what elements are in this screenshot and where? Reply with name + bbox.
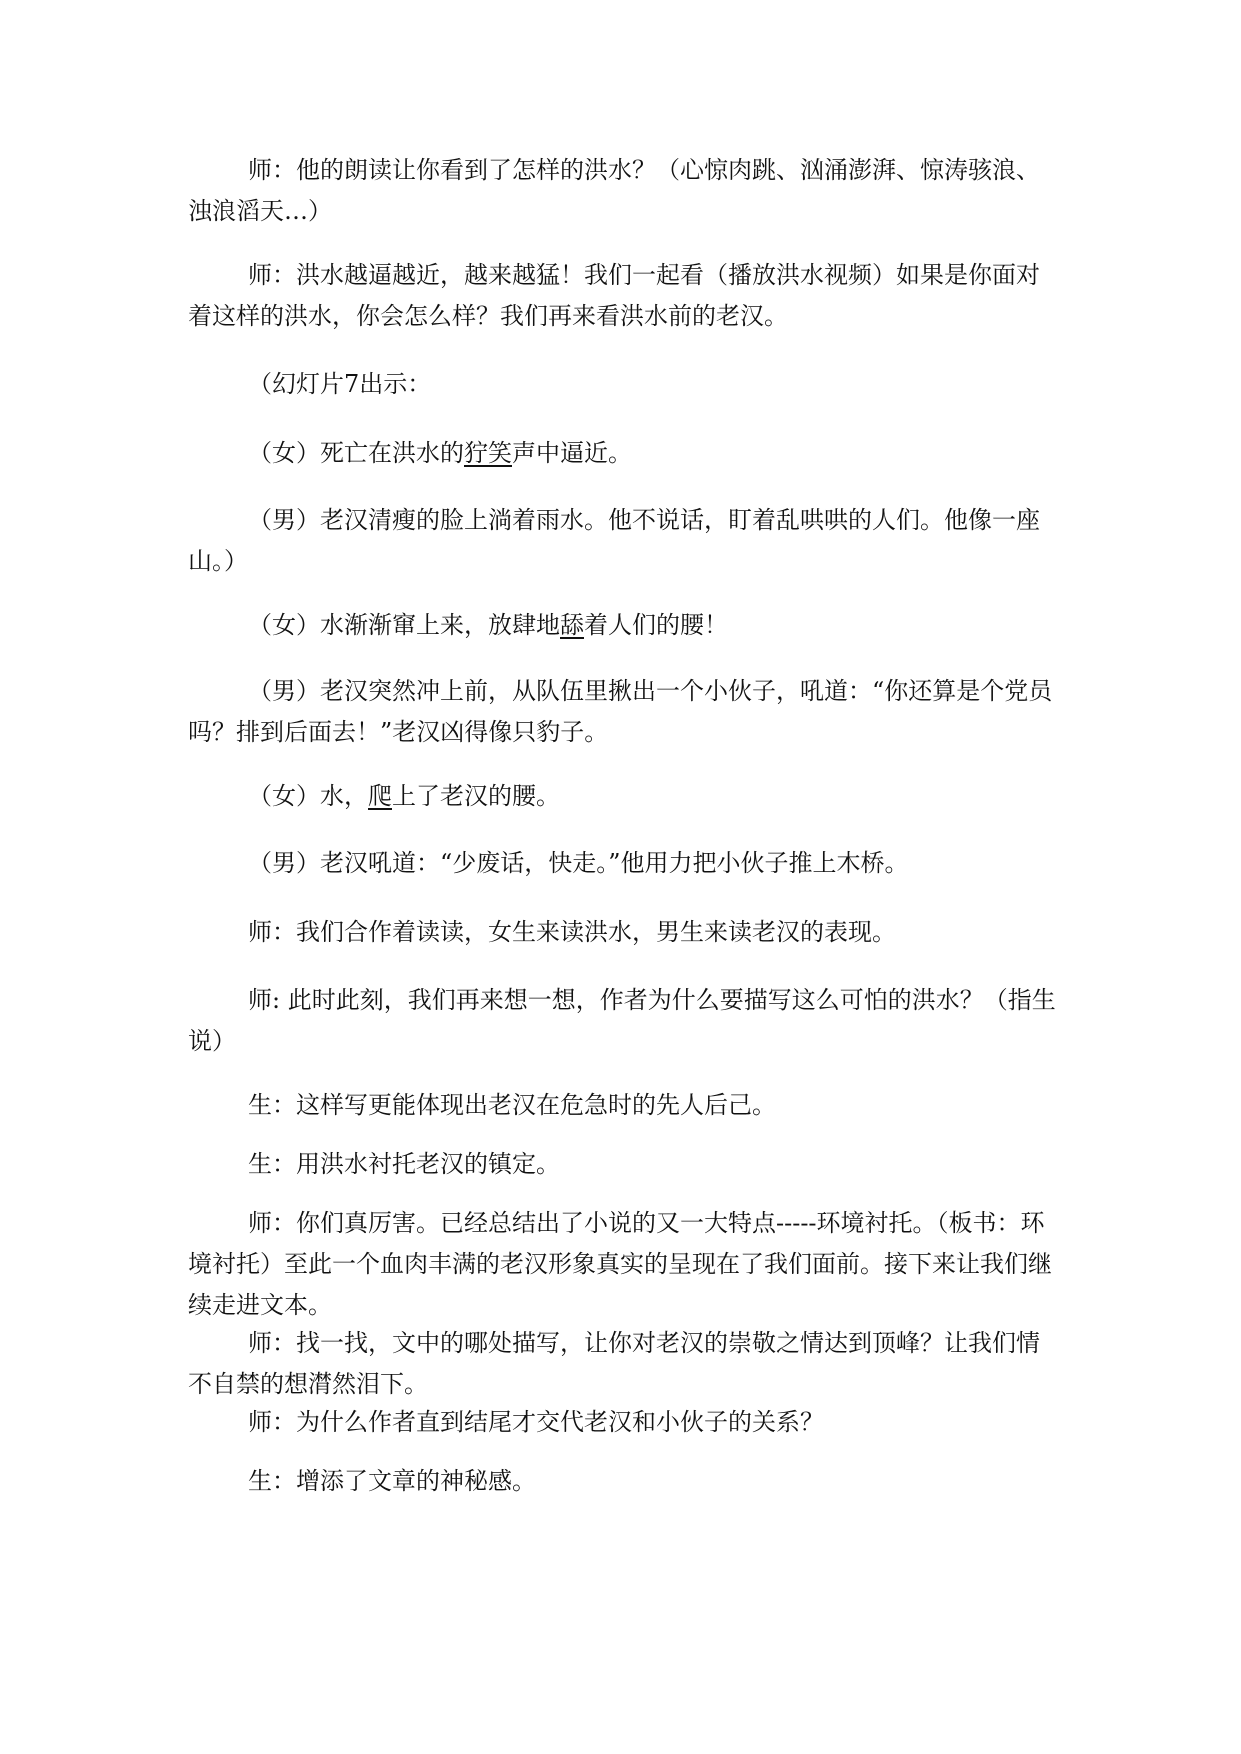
paragraph-male-1: （男）老汉清瘦的脸上淌着雨水。他不说话，盯着乱哄哄的人们。他像一座山。） [188, 506, 1040, 575]
paragraph-male-3: （男）老汉吼道：“少废话，快走。”他用力把小伙子推上木桥。 [248, 849, 909, 877]
paragraph-female-1 [188, 433, 1060, 474]
paragraph-student-mystery: 生：增添了文章的神秘感。 [248, 1467, 536, 1495]
underlined-word: 舔 [560, 611, 584, 639]
text-segment: （女）死亡在洪水的 [248, 439, 464, 467]
text-segment: 声中逼近。 [512, 439, 632, 467]
paragraph-teacher-find: 师：找一找，文中的哪处描写，让你对老汉的崇敬之情达到顶峰？让我们情不自禁的想潸然泪下。 [188, 1329, 1040, 1398]
paragraph-male-2: （男）老汉突然冲上前，从队伍里揪出一个小伙子，吼道：“你还算是个党员吗？排到后面去！”老汉凶得像只豹子。 [188, 677, 1053, 746]
paragraph-female-3 [188, 776, 1060, 817]
paragraph-female-2 [188, 605, 1060, 646]
paragraph-teacher-flood-video: 师：洪水越逼越近，越来越猛！我们一起看（播放洪水视频）如果是你面对着这样的洪水，你会怎么样？我们再来看洪水前的老汉。 [188, 261, 1040, 330]
paragraph-teacher-question-flood: 师：他的朗读让你看到了怎样的洪水？（心惊肉跳、汹涌澎湃、惊涛骇浪、浊浪滔天…） [188, 156, 1040, 225]
paragraph-student-answer-1: 生：这样写更能体现出老汉在危急时的先人后己。 [248, 1091, 776, 1119]
paragraph-teacher-why-flood: 师: 此时此刻，我们再来想一想，作者为什么要描写这么可怕的洪水？（指生说） [188, 986, 1056, 1055]
text-segment: （女）水渐渐窜上来，放肆地 [248, 611, 560, 639]
paragraph-student-answer-2: 生：用洪水衬托老汉的镇定。 [248, 1150, 560, 1178]
underlined-word: 爬 [368, 782, 392, 810]
underlined-word: 狞笑 [464, 439, 512, 467]
text-segment: （女）水， [248, 782, 368, 810]
text-segment: 上了老汉的腰。 [392, 782, 560, 810]
text-segment: 着人们的腰！ [584, 611, 728, 639]
paragraph-teacher-ending: 师：为什么作者直到结尾才交代老汉和小伙子的关系？ [248, 1408, 824, 1436]
paragraph-teacher-read-together: 师：我们合作着读读，女生来读洪水，男生来读老汉的表现。 [248, 918, 896, 946]
paragraph-slide-7: （幻灯片7出示： [248, 370, 432, 398]
paragraph-teacher-summary: 师：你们真厉害。已经总结出了小说的又一大特点-----环境衬托。（板书：环境衬托）至此一个血肉丰满的老汉形象真实的呈现在了我们面前。接下来让我们继续走进文本。 [188, 1209, 1052, 1319]
